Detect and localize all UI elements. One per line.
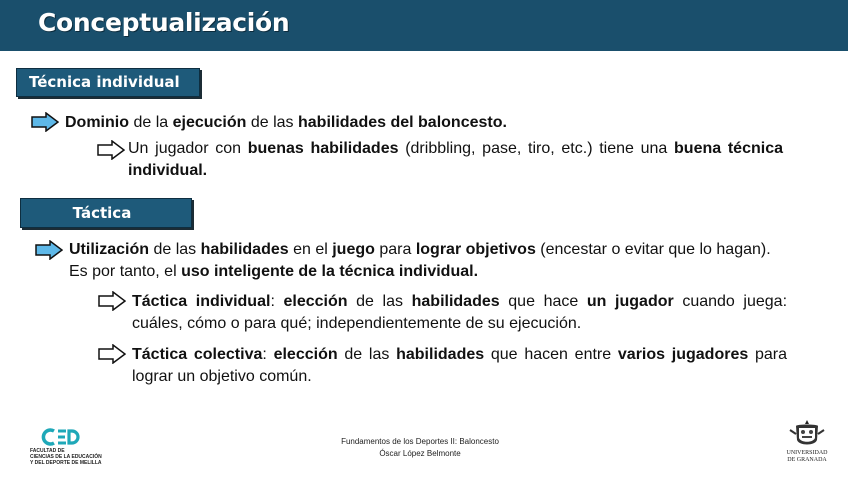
footer-author: Óscar López Belmonte — [379, 449, 461, 458]
ugr-logo-text-1: UNIVERSIDAD — [786, 450, 828, 456]
ugr-logo — [782, 418, 832, 468]
paragraph-tactica-colectiva: Táctica colectiva: elección de las habilidades que hacen entre varios jugadores para lograr un objetivo común. — [132, 346, 788, 385]
arrow-right-outline-icon — [98, 291, 126, 311]
section-tag-tactica: Táctica — [20, 198, 192, 228]
header-bar — [0, 0, 848, 51]
ugr-logo-text-2: DE GRANADA — [787, 457, 827, 463]
ugr-crest-icon — [782, 418, 832, 450]
footer-course: Fundamentos de los Deportes II: Baloncesto — [341, 437, 499, 446]
paragraph-dominio: Dominio de la ejecución de las habilidades del baloncesto. — [65, 114, 507, 131]
faculty-emblem-icon — [30, 428, 96, 446]
arrow-right-filled-icon — [31, 112, 59, 132]
faculty-logo — [30, 428, 102, 468]
paragraph-buen-jugador: Un jugador con buenas habilidades (dribbling, pase, tiro, etc.) tiene una buena técnica individual. — [128, 140, 783, 179]
arrow-right-outline-icon — [97, 140, 125, 160]
arrow-right-filled-icon — [35, 240, 63, 260]
paragraph-tactica-individual: Táctica individual: elección de las habilidades que hace un jugador cuando juega: cuáles, cómo o para qué; independientemente de su ejecución. — [132, 293, 788, 332]
page-title: Conceptualización — [38, 8, 290, 37]
paragraph-utilizacion: Utilización de las habilidades en el juego para lograr objetivos (encestar o evitar que lo hagan). Es por tanto, el uso inteligente de la técnica individual. — [69, 241, 771, 280]
faculty-logo-text-2: CIENCIAS DE LA EDUCACIÓN — [30, 454, 102, 460]
arrow-right-outline-icon — [98, 344, 126, 364]
section-tag-tecnica-individual: Técnica individual — [16, 68, 200, 97]
faculty-logo-text-3: Y DEL DEPORTE DE MELILLA — [30, 460, 102, 466]
faculty-logo-text-1: FACULTAD DE — [30, 448, 65, 454]
